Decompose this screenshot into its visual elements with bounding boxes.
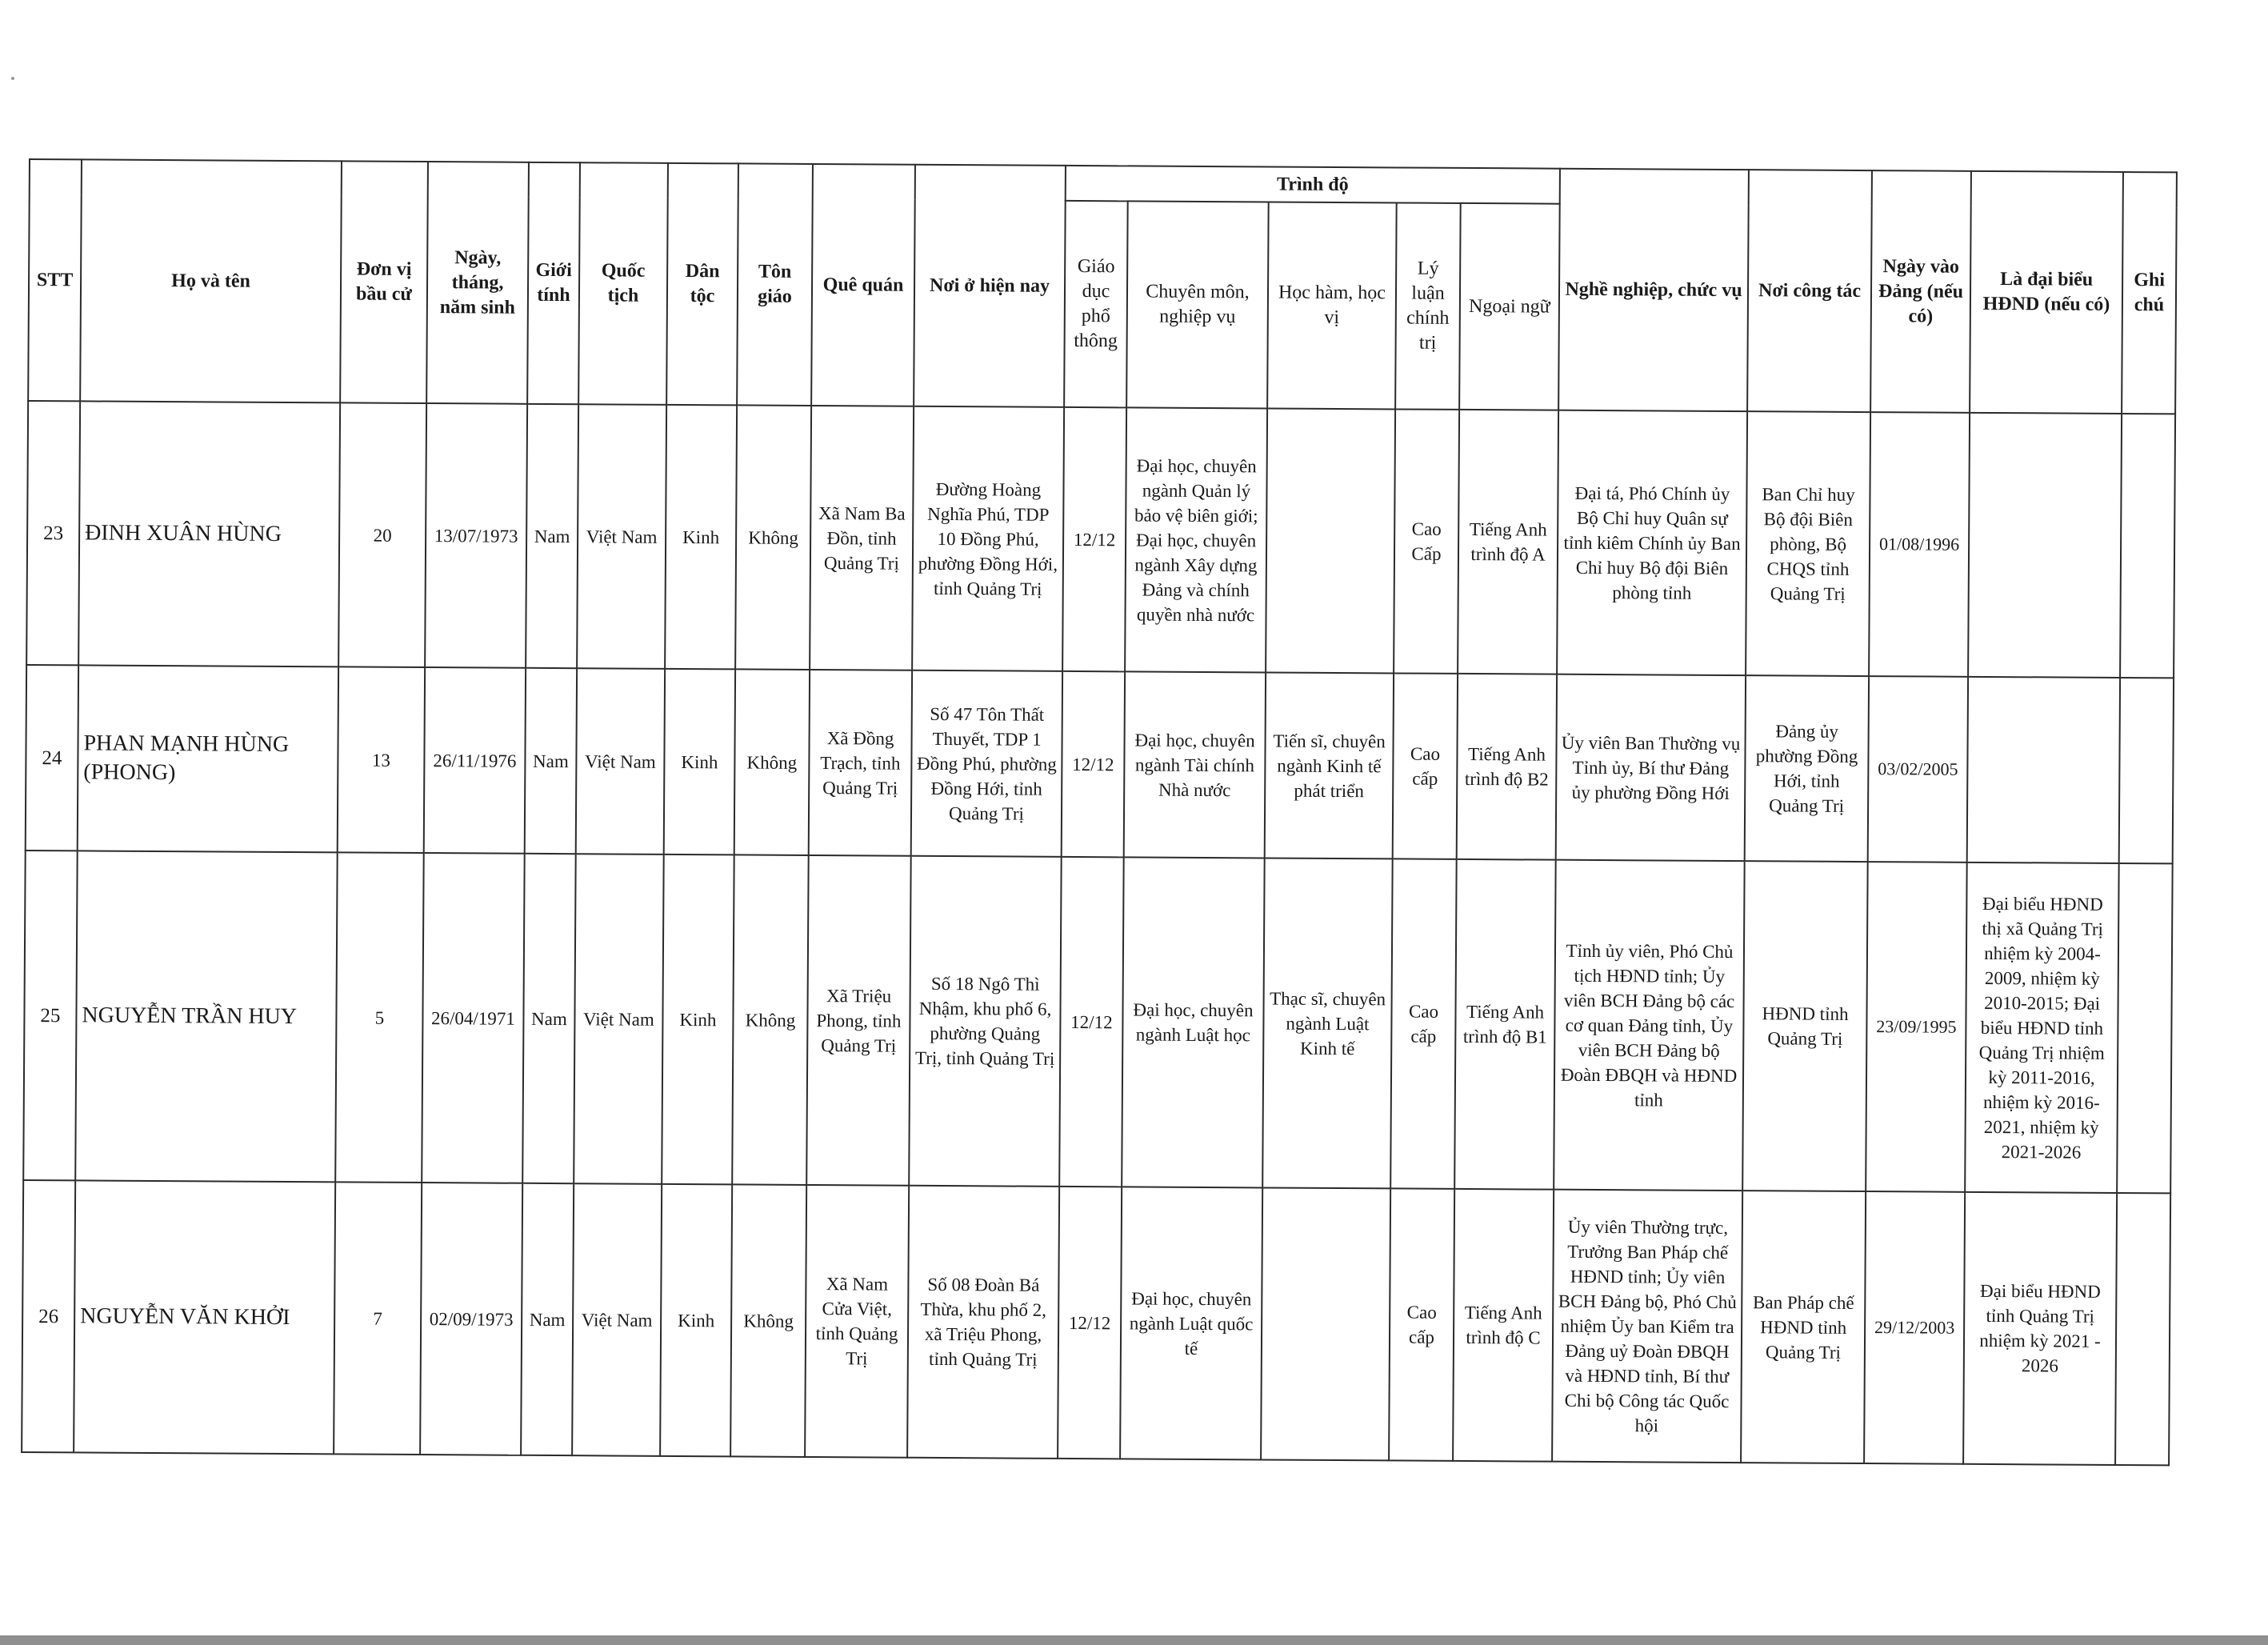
cell-occupation: Tỉnh ủy viên, Phó Chủ tịch HĐND tỉnh; Ủy viên BCH Đảng bộ các cơ quan Đảng tỉnh, Ủy viên BCH Đảng bộ Đoàn ĐBQH và HĐND tỉnh [1554,860,1745,1191]
cell-degree: Tiến sĩ, chuyên ngành Kinh tế phát triển [1265,672,1394,859]
candidate-table [21,158,2178,1466]
cell-dob: 26/04/1971 [422,853,525,1183]
header-nationality: Quốc tịch [578,162,668,405]
cell-occupation: Đại tá, Phó Chính ủy Bộ Chỉ huy Quân sự tỉnh kiêm Chính ủy Ban Chỉ huy Bộ đội Biên phòng tỉnh [1557,410,1747,675]
scan-bottom-edge [0,1635,2268,1645]
cell-nationality: Việt Nam [574,854,664,1184]
cell-specialty: Đại học, chuyên ngành Luật quốc tế [1120,1187,1262,1459]
cell-hometown: Xã Nam Ba Đồn, tỉnh Quảng Trị [810,406,914,670]
cell-party-date: 01/08/1996 [1869,412,1970,677]
cell-ethnicity: Kinh [662,855,734,1185]
cell-political: Cao Cấp [1394,409,1459,673]
cell-gender: Nam [522,854,576,1183]
cell-general-edu: 12/12 [1058,1187,1122,1459]
cell-stt: 23 [26,401,80,665]
scan-speck [11,77,14,80]
cell-general-edu: 12/12 [1062,671,1125,857]
cell-workplace: Ban Chỉ huy Bộ đội Biên phòng, Bộ CHQS tỉnh Quảng Trị [1746,411,1870,676]
header-general-edu: Giáo dục phổ thông [1064,201,1128,407]
cell-nationality: Việt Nam [577,404,666,669]
cell-name: NGUYỄN VĂN KHỞI [74,1180,335,1454]
cell-delegate: Đại biểu HĐND thị xã Quảng Trị nhiệm kỳ 2004-2009, nhiệm kỳ 2010-2015; Đại biểu HĐND tỉnh Quảng Trị nhiệm kỳ 2011-2016, nhiệm kỳ 2016-2021, nhiệm kỳ 2021-2026 [1965,863,2119,1193]
cell-occupation: Ủy viên Thường trực, Trưởng Ban Pháp chế HĐND tỉnh; Ủy viên BCH Đảng bộ, Phó Chủ nhiệm Ủy ban Kiểm tra Đảng uỷ Đoàn ĐBQH và HĐND tỉnh, Bí thư Chi bộ Công tác Quốc hội [1552,1190,1742,1463]
cell-dob: 02/09/1973 [420,1183,522,1455]
header-ethnicity: Dân tộc [666,163,738,406]
table-row [23,851,2172,1193]
cell-party-date: 23/09/1995 [1866,862,1967,1192]
cell-political: Cao cấp [1393,673,1458,859]
cell-workplace: Ban Pháp chế HĐND tỉnh Quảng Trị [1741,1191,1866,1463]
cell-name: PHAN MẠNH HÙNG (PHONG) [78,665,338,852]
cell-hometown: Xã Đồng Trạch, tỉnh Quảng Trị [809,670,912,856]
cell-occupation: Ủy viên Ban Thường vụ Tỉnh ủy, Bí thư Đảng ủy phường Đồng Hới [1556,674,1746,861]
cell-party-date: 29/12/2003 [1864,1191,1965,1464]
cell-party-date: 03/02/2005 [1868,676,1968,863]
cell-nationality: Việt Nam [572,1183,662,1456]
cell-gender: Nam [526,404,578,668]
header-language: Ngoại ngữ [1459,203,1560,410]
cell-note [2115,1193,2170,1465]
cell-specialty: Đại học, chuyên ngành Quản lý bảo vệ biên giới; Đại học, chuyên ngành Xây dựng Đảng và chính quyền nhà nước [1125,407,1267,672]
table-row [26,665,2174,863]
cell-ethnicity: Kinh [665,405,737,670]
cell-unit: 13 [338,666,425,853]
cell-religion: Không [730,1184,806,1457]
header-workplace: Nơi công tác [1747,170,1872,412]
cell-religion: Không [734,669,810,855]
candidate-table-sheet [29,158,2176,1453]
cell-specialty: Đại học, chuyên ngành Luật học [1122,857,1265,1187]
cell-specialty: Đại học, chuyên ngành Tài chính Nhà nước [1124,671,1266,858]
cell-name: NGUYỄN TRẦN HUY [75,851,338,1182]
header-residence: Nơi ở hiện nay [914,165,1066,407]
cell-language: Tiếng Anh trình độ B1 [1454,859,1556,1190]
cell-language: Tiếng Anh trình độ C [1453,1189,1554,1462]
table-row [22,1180,2170,1465]
cell-unit: 5 [335,852,424,1183]
cell-workplace: HĐND tỉnh Quảng Trị [1742,861,1868,1191]
cell-gender: Nam [525,668,577,854]
header-unit: Đơn vị bầu cử [340,161,428,403]
header-gender: Giới tính [527,162,580,404]
cell-unit: 20 [338,402,426,667]
cell-ethnicity: Kinh [664,669,735,855]
cell-degree: Thạc sĩ, chuyên ngành Luật Kinh tế [1262,858,1393,1188]
header-religion: Tôn giáo [737,163,813,406]
cell-note [2119,678,2174,863]
header-dob: Ngày, tháng, năm sinh [426,162,529,404]
cell-note [2120,414,2175,678]
cell-hometown: Xã Triệu Phong, tỉnh Quảng Trị [806,855,911,1186]
cell-degree [1266,408,1395,673]
cell-residence: Số 08 Đoàn Bá Thừa, khu phố 2, xã Triệu Phong, tỉnh Quảng Trị [907,1186,1059,1459]
cell-delegate: Đại biểu HĐND tỉnh Quảng Trị nhiệm kỳ 2021 - 2026 [1963,1192,2117,1465]
header-political: Lý luận chính trị [1395,202,1461,409]
cell-residence: Số 18 Ngô Thì Nhậm, khu phố 6, phường Quảng Trị, tỉnh Quảng Trị [909,856,1062,1187]
cell-political: Cao cấp [1390,859,1457,1188]
cell-nationality: Việt Nam [576,668,665,855]
header-occupation: Nghề nghiệp, chức vụ [1558,169,1749,411]
header-degree: Học hàm, học vị [1267,202,1397,409]
header-stt: STT [28,159,82,401]
cell-dob: 26/11/1976 [424,667,526,854]
cell-stt: 24 [26,665,78,851]
cell-degree [1261,1187,1390,1460]
cell-stt: 26 [22,1180,75,1452]
header-education-group: Trình độ [1066,166,1560,204]
cell-political: Cao cấp [1389,1188,1454,1460]
cell-unit: 7 [334,1182,422,1455]
cell-general-edu: 12/12 [1062,407,1126,671]
cell-language: Tiếng Anh trình độ B2 [1457,674,1557,860]
cell-religion: Không [735,405,811,670]
header-name: Họ và tên [80,159,342,402]
cell-delegate [1967,677,2120,863]
cell-ethnicity: Kinh [660,1184,732,1457]
cell-general-edu: 12/12 [1059,857,1124,1187]
cell-residence: Đường Hoàng Nghĩa Phú, TDP 10 Đồng Phú, phường Đồng Hới, tỉnh Quảng Trị [912,406,1064,671]
cell-residence: Số 47 Tôn Thất Thuyết, TDP 1 Đồng Phú, phường Đồng Hới, tỉnh Quảng Trị [911,670,1062,857]
cell-religion: Không [732,855,809,1185]
header-specialty: Chuyên môn, nghiệp vụ [1126,201,1269,408]
cell-gender: Nam [521,1183,574,1455]
cell-note [2117,863,2173,1193]
cell-dob: 13/07/1973 [425,403,527,668]
table-row [26,401,2175,678]
cell-name: ĐINH XUÂN HÙNG [78,401,340,666]
header-party-date: Ngày vào Đảng (nếu có) [1870,170,1971,413]
cell-language: Tiếng Anh trình độ A [1458,410,1558,674]
cell-stt: 25 [23,851,78,1180]
cell-hometown: Xã Nam Cửa Việt, tỉnh Quảng Trị [805,1185,909,1458]
cell-delegate [1968,413,2122,678]
header-note: Ghi chú [2122,172,2177,414]
cell-workplace: Đảng ủy phường Đồng Hới, tỉnh Quảng Trị [1745,675,1869,862]
header-delegate: Là đại biểu HĐND (nếu có) [1970,171,2123,414]
header-hometown: Quê quán [811,164,915,406]
